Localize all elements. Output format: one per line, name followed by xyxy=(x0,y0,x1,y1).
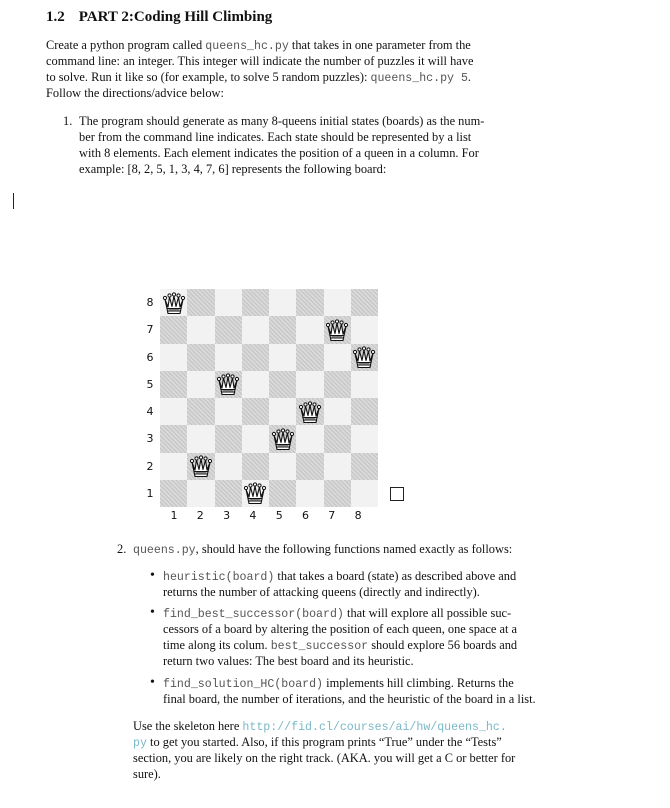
board-square xyxy=(187,371,214,398)
board-square xyxy=(351,425,378,452)
rank-label: 8 xyxy=(146,296,154,309)
queen-icon xyxy=(189,454,213,478)
rank-label: 1 xyxy=(146,486,154,500)
skeleton-link-continued[interactable]: py xyxy=(133,737,147,750)
file-label: 6 xyxy=(302,509,309,522)
board-square xyxy=(351,289,378,316)
board-square xyxy=(215,344,242,371)
board-square xyxy=(324,453,351,480)
bullet-icon: • xyxy=(150,675,155,690)
board-square xyxy=(324,289,351,316)
bullet-text: returns the number of attacking queens (directly and indirectly). xyxy=(163,585,480,599)
board-square xyxy=(160,453,187,480)
board-square xyxy=(187,289,214,316)
board-square xyxy=(215,425,242,452)
text-cursor xyxy=(13,193,14,209)
board-square xyxy=(242,289,269,316)
function-name-code: find_solution_HC(board) xyxy=(163,678,324,691)
board-square xyxy=(215,316,242,343)
queen-icon xyxy=(162,291,186,315)
queen-icon xyxy=(271,427,295,451)
board-square xyxy=(269,398,296,425)
run-command-code: queens_hc.py 5 xyxy=(370,72,468,85)
board-square xyxy=(351,398,378,425)
board-square xyxy=(160,425,187,452)
board-square xyxy=(242,316,269,343)
closing-text: sure). xyxy=(133,767,161,781)
board-square xyxy=(351,480,378,507)
closing-text: Use the skeleton here xyxy=(133,719,243,733)
file-label: 3 xyxy=(223,509,231,522)
board-square xyxy=(296,480,323,507)
board-square xyxy=(296,289,323,316)
board-square xyxy=(296,371,323,398)
board-square xyxy=(351,453,378,480)
board-square xyxy=(187,344,214,371)
rank-label: 4 xyxy=(146,405,154,418)
item-text: , should have the following functions named exactly as follows: xyxy=(195,542,513,556)
board-square xyxy=(351,371,378,398)
skeleton-link[interactable]: http://fid.cl/courses/ai/hw/queens_hc. xyxy=(242,721,507,734)
board-square xyxy=(215,289,242,316)
board-square xyxy=(242,344,269,371)
board-square xyxy=(187,398,214,425)
bullet-icon: • xyxy=(150,605,155,620)
board-square xyxy=(215,480,242,507)
board-square xyxy=(242,371,269,398)
board-square xyxy=(187,480,214,507)
section-title: PART 2:Coding Hill Climbing xyxy=(78,9,273,25)
bullet-text: that will explore all possible suc- xyxy=(343,606,512,620)
intro-text: Follow the directions/advice below: xyxy=(46,86,224,100)
board-square xyxy=(160,480,187,507)
section-number: 1.2 xyxy=(46,9,65,25)
board-square xyxy=(160,398,187,425)
closing-text: to get you started. Also, if this program prints “True” under the “Tests” xyxy=(146,735,502,749)
board-square xyxy=(296,453,323,480)
file-label: 5 xyxy=(275,509,283,522)
rank-label: 2 xyxy=(146,459,154,473)
closing-text: section, you are likely on the right track. (AKA. you will get a C or better for xyxy=(133,751,516,765)
board-square xyxy=(324,425,351,452)
rank-label: 5 xyxy=(146,377,154,391)
bullet-text: implements hill climbing. Returns the xyxy=(323,676,514,690)
board-square xyxy=(187,316,214,343)
bullet-text: return two values: The best board and its heuristic. xyxy=(163,654,414,668)
queen-icon xyxy=(243,481,267,505)
function-name-code: best_successor xyxy=(270,640,369,653)
list-marker: 1. xyxy=(63,114,73,128)
board-square xyxy=(269,480,296,507)
board-square xyxy=(324,480,351,507)
chess-board xyxy=(160,289,378,507)
queen-icon xyxy=(298,400,322,424)
board-square xyxy=(269,371,296,398)
board-square xyxy=(242,453,269,480)
board-square xyxy=(242,425,269,452)
file-label: 1 xyxy=(170,509,178,522)
board-square xyxy=(215,453,242,480)
board-square xyxy=(324,398,351,425)
bullet-text: final board, the number of iterations, and the heuristic of the board in a list. xyxy=(163,692,536,706)
board-square xyxy=(324,371,351,398)
bullet-text: cessors of a board by altering the position of each queen, one space at a xyxy=(163,622,518,636)
intro-text: Create a python program called xyxy=(46,38,206,52)
file-label: 8 xyxy=(354,509,362,522)
rank-label: 6 xyxy=(146,350,154,364)
item-text: example: [8, 2, 5, 1, 3, 4, 7, 6] represents the following board: xyxy=(79,162,387,176)
bullet-text: that takes a board (state) as described above and xyxy=(274,569,517,583)
intro-text: to solve. Run it like so (for example, to solve 5 random puzzles): xyxy=(46,70,371,84)
board-square xyxy=(269,289,296,316)
list-marker: 2. xyxy=(117,542,127,556)
board-square xyxy=(269,453,296,480)
board-square xyxy=(351,316,378,343)
module-name-code: queens.py xyxy=(133,544,196,557)
board-square xyxy=(269,316,296,343)
board-square xyxy=(296,316,323,343)
program-name-code: queens_hc.py xyxy=(205,40,289,53)
file-label: 7 xyxy=(328,509,336,522)
board-square xyxy=(187,425,214,452)
board-square xyxy=(296,425,323,452)
board-square xyxy=(242,398,269,425)
intro-text: . xyxy=(467,70,472,84)
board-square xyxy=(160,371,187,398)
function-name-code: find_best_successor(board) xyxy=(163,608,344,621)
queen-icon xyxy=(352,345,376,369)
bullet-text: time along its colum. xyxy=(163,638,271,652)
item-text: The program should generate as many 8-queens initial states (boards) as the num- xyxy=(79,114,485,128)
board-square xyxy=(324,344,351,371)
item-text: ber from the command line indicates. Each state should be represented by a list xyxy=(79,130,472,144)
intro-text: command line: an integer. This integer will indicate the number of puzzles it will have xyxy=(46,54,474,68)
board-square xyxy=(296,344,323,371)
section-heading xyxy=(46,9,272,26)
function-name-code: heuristic(board) xyxy=(163,571,275,584)
bullet-icon: • xyxy=(150,568,155,583)
board-square xyxy=(160,316,187,343)
file-label: 4 xyxy=(249,509,257,522)
rank-label: 3 xyxy=(146,432,154,446)
queen-icon xyxy=(216,372,240,396)
file-label: 2 xyxy=(196,509,204,522)
bullet-text: should explore 56 boards and xyxy=(368,638,518,652)
item-text: with 8 elements. Each element indicates the position of a queen in a column. For xyxy=(79,146,479,160)
board-square xyxy=(215,398,242,425)
board-square xyxy=(160,344,187,371)
intro-text: that takes in one parameter from the xyxy=(288,38,471,52)
board-square xyxy=(269,344,296,371)
qed-box xyxy=(390,487,404,501)
rank-label: 7 xyxy=(146,323,154,337)
queen-icon xyxy=(325,318,349,342)
